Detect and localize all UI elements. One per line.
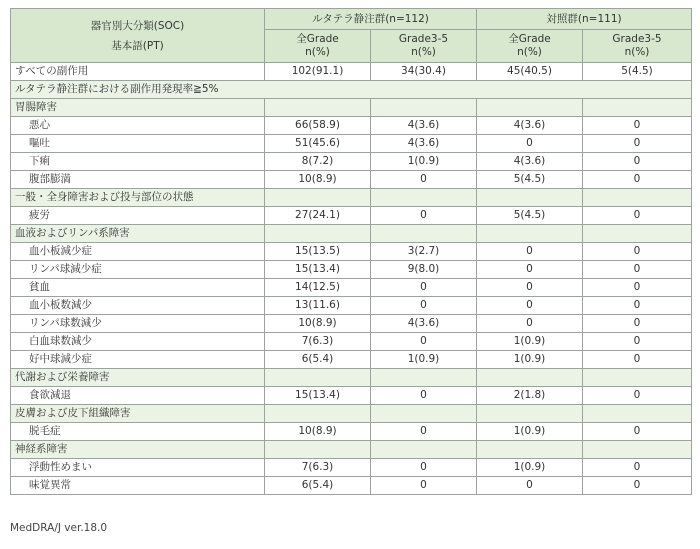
cell-control-grade35: 0 (583, 135, 692, 153)
cell-control-all-grade: 4(3.6) (477, 117, 583, 135)
category-empty-cell (265, 189, 371, 207)
category-row (11, 99, 692, 117)
cell-lutathera-grade35: 9(8.0) (371, 261, 477, 279)
control-grade35-header: Grade3-5 n(%) (583, 30, 692, 63)
pt-label: 血小板減少症 (11, 243, 265, 261)
cell-control-grade35: 0 (583, 171, 692, 189)
pt-label: 食欲減退 (11, 387, 265, 405)
cell-lutathera-grade35: 3(2.7) (371, 243, 477, 261)
section-note-row (11, 81, 692, 99)
cell-lutathera-grade35: 0 (371, 333, 477, 351)
cell-lutathera-all-grade: 10(8.9) (265, 315, 371, 333)
pt-label: 血小板数減少 (11, 297, 265, 315)
table-row (11, 297, 692, 315)
pt-label: 浮動性めまい (11, 459, 265, 477)
cell-control-grade35: 0 (583, 315, 692, 333)
category-empty-cell (371, 189, 477, 207)
category-empty-cell (477, 405, 583, 423)
category-row (11, 441, 692, 459)
category-label: 血液およびリンパ系障害 (11, 225, 265, 243)
row-label: すべての副作用 (11, 63, 265, 81)
cell-control-all-grade: 0 (477, 261, 583, 279)
cell-control-all-grade: 1(0.9) (477, 351, 583, 369)
cell-lutathera-grade35: 0 (371, 207, 477, 225)
cell-lutathera-grade35: 4(3.6) (371, 135, 477, 153)
table-row (11, 351, 692, 369)
adverse-reactions-table-container (10, 8, 691, 495)
cell-control-grade35: 0 (583, 207, 692, 225)
table-row (11, 279, 692, 297)
category-empty-cell (265, 441, 371, 459)
cell-control-all-grade: 0 (477, 135, 583, 153)
pt-label: 下痢 (11, 153, 265, 171)
control-all-grade-header: 全Grade n(%) (477, 30, 583, 63)
cell-lutathera-grade35: 0 (371, 387, 477, 405)
cell-lutathera-grade35: 0 (371, 171, 477, 189)
category-row (11, 369, 692, 387)
category-label: 代謝および栄養障害 (11, 369, 265, 387)
soc-header-line2: 基本語(PT) (111, 39, 164, 52)
category-label: 胃腸障害 (11, 99, 265, 117)
cell-lutathera-all-grade: 13(11.6) (265, 297, 371, 315)
cell-control-all-grade: 0 (477, 315, 583, 333)
category-empty-cell (477, 189, 583, 207)
cell-control-all-grade: 4(3.6) (477, 153, 583, 171)
category-row (11, 405, 692, 423)
cell-control-grade35: 0 (583, 297, 692, 315)
category-empty-cell (583, 369, 692, 387)
cell-control-grade35: 0 (583, 117, 692, 135)
cell-lutathera-grade35: 4(3.6) (371, 117, 477, 135)
category-empty-cell (371, 405, 477, 423)
category-empty-cell (583, 99, 692, 117)
cell-control-all-grade: 0 (477, 243, 583, 261)
category-empty-cell (265, 225, 371, 243)
pt-label: 悪心 (11, 117, 265, 135)
category-label: 一般・全身障害および投与部位の状態 (11, 189, 265, 207)
all-adverse-reactions-row (11, 63, 692, 81)
table-row (11, 153, 692, 171)
cell-lutathera-grade35: 0 (371, 459, 477, 477)
table-row (11, 315, 692, 333)
category-empty-cell (477, 225, 583, 243)
cell-lutathera-all-grade: 14(12.5) (265, 279, 371, 297)
cell-lutathera-all-grade: 7(6.3) (265, 459, 371, 477)
category-empty-cell (371, 225, 477, 243)
cell-control-all-grade: 0 (477, 477, 583, 495)
cell-control-all-grade: 0 (477, 279, 583, 297)
cell-lutathera-all-grade: 15(13.5) (265, 243, 371, 261)
cell-lutathera-all-grade: 8(7.2) (265, 153, 371, 171)
cell-control-grade35: 0 (583, 153, 692, 171)
cell-control-all-grade: 2(1.8) (477, 387, 583, 405)
cell-control-grade35: 0 (583, 243, 692, 261)
cell-lutathera-grade35: 0 (371, 423, 477, 441)
soc-header-line1: 器官別大分類(SOC) (90, 19, 185, 32)
cell-control-grade35: 5(4.5) (583, 63, 692, 81)
cell-lutathera-all-grade: 10(8.9) (265, 171, 371, 189)
category-empty-cell (265, 99, 371, 117)
cell-lutathera-grade35: 0 (371, 297, 477, 315)
table-row (11, 459, 692, 477)
category-row (11, 189, 692, 207)
cell-lutathera-all-grade: 66(58.9) (265, 117, 371, 135)
category-empty-cell (583, 441, 692, 459)
cell-lutathera-all-grade: 27(24.1) (265, 207, 371, 225)
category-empty-cell (371, 369, 477, 387)
cell-control-grade35: 0 (583, 279, 692, 297)
cell-lutathera-all-grade: 6(5.4) (265, 351, 371, 369)
cell-lutathera-grade35: 0 (371, 477, 477, 495)
table-row (11, 261, 692, 279)
pt-label: 好中球減少症 (11, 351, 265, 369)
pt-label: 貧血 (11, 279, 265, 297)
control-group-header: 対照群(n=111) (477, 9, 692, 30)
table-row (11, 477, 692, 495)
cell-lutathera-all-grade: 15(13.4) (265, 261, 371, 279)
cell-control-grade35: 0 (583, 261, 692, 279)
category-empty-cell (265, 405, 371, 423)
category-empty-cell (477, 99, 583, 117)
cell-control-grade35: 0 (583, 477, 692, 495)
table-row (11, 117, 692, 135)
lutathera-all-grade-header: 全Grade n(%) (265, 30, 371, 63)
table-row (11, 207, 692, 225)
cell-control-grade35: 0 (583, 459, 692, 477)
category-empty-cell (371, 99, 477, 117)
cell-control-all-grade: 5(4.5) (477, 207, 583, 225)
pt-label: 白血球数減少 (11, 333, 265, 351)
cell-control-all-grade: 0 (477, 297, 583, 315)
cell-lutathera-grade35: 1(0.9) (371, 153, 477, 171)
category-label: 神経系障害 (11, 441, 265, 459)
cell-control-all-grade: 1(0.9) (477, 459, 583, 477)
cell-lutathera-all-grade: 102(91.1) (265, 63, 371, 81)
adverse-reactions-table (10, 8, 692, 495)
pt-label: 疲労 (11, 207, 265, 225)
category-row (11, 225, 692, 243)
category-empty-cell (583, 225, 692, 243)
pt-label: リンパ球減少症 (11, 261, 265, 279)
cell-control-all-grade: 1(0.9) (477, 333, 583, 351)
table-body (11, 63, 692, 495)
soc-header (11, 9, 265, 63)
section-note: ルタテラ静注群における副作用発現率≧5% (11, 81, 692, 99)
cell-lutathera-all-grade: 15(13.4) (265, 387, 371, 405)
table-row (11, 171, 692, 189)
cell-control-all-grade: 5(4.5) (477, 171, 583, 189)
cell-control-all-grade: 1(0.9) (477, 423, 583, 441)
pt-label: 味覚異常 (11, 477, 265, 495)
pt-label: 嘔吐 (11, 135, 265, 153)
footnote: MedDRA/J ver.18.0 (10, 522, 108, 534)
category-label: 皮膚および皮下組織障害 (11, 405, 265, 423)
cell-lutathera-grade35: 0 (371, 279, 477, 297)
pt-label: 腹部膨満 (11, 171, 265, 189)
cell-control-grade35: 0 (583, 333, 692, 351)
cell-lutathera-grade35: 34(30.4) (371, 63, 477, 81)
table-row (11, 243, 692, 261)
table-row (11, 135, 692, 153)
table-row (11, 423, 692, 441)
table-row (11, 333, 692, 351)
pt-label: リンパ球数減少 (11, 315, 265, 333)
cell-lutathera-grade35: 1(0.9) (371, 351, 477, 369)
cell-lutathera-all-grade: 6(5.4) (265, 477, 371, 495)
cell-lutathera-all-grade: 10(8.9) (265, 423, 371, 441)
cell-lutathera-grade35: 4(3.6) (371, 315, 477, 333)
category-empty-cell (583, 189, 692, 207)
cell-control-all-grade: 45(40.5) (477, 63, 583, 81)
table-row (11, 387, 692, 405)
category-empty-cell (265, 369, 371, 387)
cell-lutathera-all-grade: 51(45.6) (265, 135, 371, 153)
cell-lutathera-all-grade: 7(6.3) (265, 333, 371, 351)
category-empty-cell (477, 369, 583, 387)
category-empty-cell (583, 405, 692, 423)
category-empty-cell (371, 441, 477, 459)
lutathera-grade35-header: Grade3-5 n(%) (371, 30, 477, 63)
lutathera-group-header: ルタテラ静注群(n=112) (265, 9, 477, 30)
category-empty-cell (477, 441, 583, 459)
pt-label: 脱毛症 (11, 423, 265, 441)
cell-control-grade35: 0 (583, 423, 692, 441)
cell-control-grade35: 0 (583, 387, 692, 405)
cell-control-grade35: 0 (583, 351, 692, 369)
